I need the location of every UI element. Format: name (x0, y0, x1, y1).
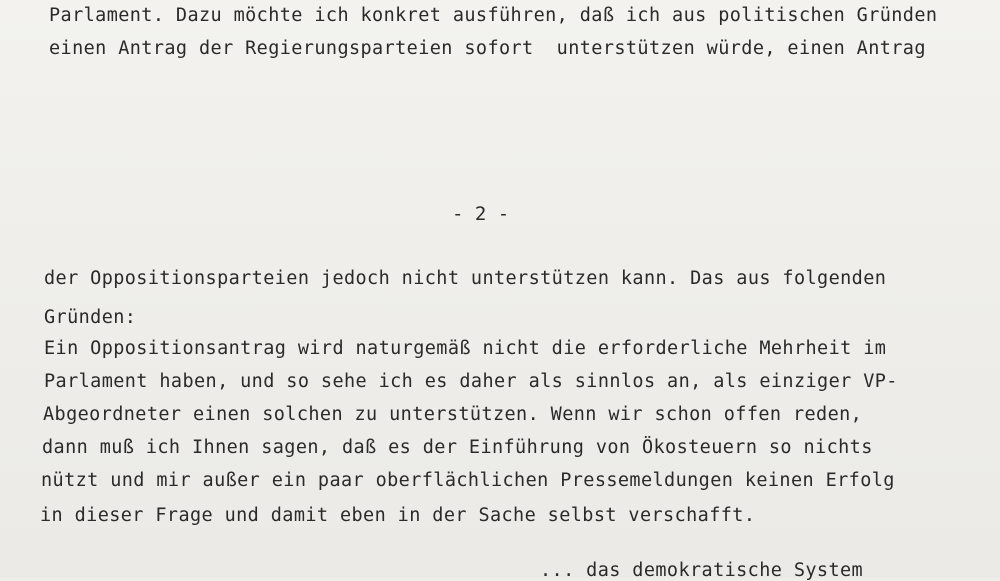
text-line: der Oppositionsparteien jedoch nicht unterstützen kann. Das aus folgenden (44, 268, 887, 289)
text-line: Gründen: (44, 307, 137, 328)
text-line: in dieser Frage und damit eben in der Sache selbst verschafft. (40, 505, 756, 526)
text-line: Parlament. Dazu möchte ich konkret ausführen, daß ich aus politischen Gründen (49, 5, 938, 26)
text-line: Ein Oppositionsantrag wird naturgemäß nicht die erforderliche Mehrheit im (44, 338, 887, 359)
clipped-text-line: ... das demokratische System (540, 560, 864, 581)
page-number: - 2 - (452, 203, 510, 225)
text-line: nützt und mir außer ein paar oberflächlichen Pressemeldungen keinen Erfolg (41, 470, 895, 491)
text-line: Abgeordneter einen solchen zu unterstützen. Wenn wir schon offen reden, (43, 404, 863, 425)
text-line: einen Antrag der Regierungsparteien sofort unterstützen würde, einen Antrag (49, 38, 926, 59)
text-line: dann muß ich Ihnen sagen, daß es der Einführung von Ökosteuern so nichts (42, 437, 873, 458)
text-line: Parlament haben, und so sehe ich es daher als sinnlos an, als einziger VP- (44, 371, 898, 392)
